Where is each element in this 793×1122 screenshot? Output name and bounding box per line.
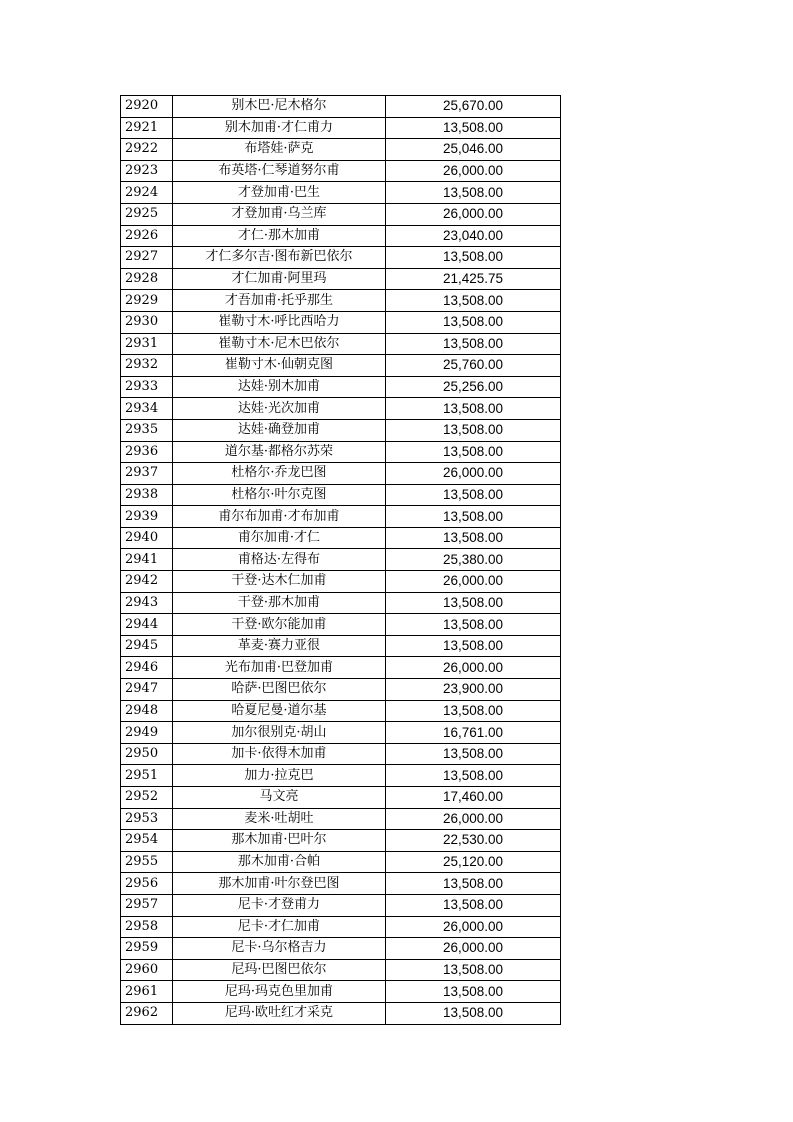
table-row — [121, 635, 561, 657]
row-id-cell: 2960 — [121, 959, 173, 981]
row-amount-cell: 13,508.00 — [386, 894, 561, 916]
table-row — [121, 981, 561, 1003]
table-row — [121, 290, 561, 312]
row-id-cell: 2935 — [121, 419, 173, 441]
row-name-cell: 干登·欧尔能加甫 — [173, 614, 386, 636]
row-id-cell: 2939 — [121, 506, 173, 528]
row-amount-cell: 26,000.00 — [386, 916, 561, 938]
table-row — [121, 139, 561, 161]
row-amount-cell: 13,508.00 — [386, 247, 561, 269]
table-row — [121, 311, 561, 333]
table-row — [121, 419, 561, 441]
row-amount-cell: 26,000.00 — [386, 808, 561, 830]
row-name-cell: 哈夏尼曼·道尔基 — [173, 700, 386, 722]
row-name-cell: 才仁多尔吉·图布新巴依尔 — [173, 247, 386, 269]
row-id-cell: 2959 — [121, 938, 173, 960]
row-amount-cell: 26,000.00 — [386, 657, 561, 679]
row-name-cell: 才仁·那木加甫 — [173, 225, 386, 247]
row-id-cell: 2931 — [121, 333, 173, 355]
row-id-cell: 2944 — [121, 614, 173, 636]
row-id-cell: 2925 — [121, 203, 173, 225]
row-name-cell: 崔勒寸木·尼木巴依尔 — [173, 333, 386, 355]
row-name-cell: 尼玛·巴图巴依尔 — [173, 959, 386, 981]
row-id-cell: 2958 — [121, 916, 173, 938]
row-name-cell: 干登·那木加甫 — [173, 592, 386, 614]
row-name-cell: 杜格尔·乔龙巴图 — [173, 463, 386, 485]
row-name-cell: 哈萨·巴图巴依尔 — [173, 679, 386, 701]
row-id-cell: 2924 — [121, 182, 173, 204]
row-amount-cell: 13,508.00 — [386, 333, 561, 355]
row-id-cell: 2942 — [121, 571, 173, 593]
row-id-cell: 2940 — [121, 527, 173, 549]
table-row — [121, 398, 561, 420]
row-name-cell: 尼玛·玛克色里加甫 — [173, 981, 386, 1003]
row-amount-cell: 13,508.00 — [386, 527, 561, 549]
table-row — [121, 808, 561, 830]
row-amount-cell: 13,508.00 — [386, 959, 561, 981]
row-id-cell: 2926 — [121, 225, 173, 247]
row-id-cell: 2941 — [121, 549, 173, 571]
row-amount-cell: 25,670.00 — [386, 96, 561, 118]
table-row — [121, 1002, 561, 1024]
row-id-cell: 2920 — [121, 96, 173, 118]
row-amount-cell: 25,256.00 — [386, 376, 561, 398]
data-table — [120, 95, 561, 1025]
row-amount-cell: 25,120.00 — [386, 851, 561, 873]
row-id-cell: 2951 — [121, 765, 173, 787]
row-amount-cell: 26,000.00 — [386, 938, 561, 960]
row-name-cell: 达娃·光次加甫 — [173, 398, 386, 420]
row-name-cell: 光布加甫·巴登加甫 — [173, 657, 386, 679]
row-id-cell: 2943 — [121, 592, 173, 614]
row-amount-cell: 26,000.00 — [386, 463, 561, 485]
row-amount-cell: 13,508.00 — [386, 981, 561, 1003]
table-row — [121, 830, 561, 852]
row-id-cell: 2961 — [121, 981, 173, 1003]
row-amount-cell: 25,046.00 — [386, 139, 561, 161]
table-row — [121, 268, 561, 290]
row-amount-cell: 13,508.00 — [386, 398, 561, 420]
row-amount-cell: 13,508.00 — [386, 419, 561, 441]
row-name-cell: 尼玛·欧吐红才采克 — [173, 1002, 386, 1024]
row-id-cell: 2945 — [121, 635, 173, 657]
row-id-cell: 2934 — [121, 398, 173, 420]
row-name-cell: 尼卡·才仁加甫 — [173, 916, 386, 938]
row-amount-cell: 13,508.00 — [386, 635, 561, 657]
row-amount-cell: 23,900.00 — [386, 679, 561, 701]
table-row — [121, 355, 561, 377]
row-name-cell: 杜格尔·叶尔克图 — [173, 484, 386, 506]
table-row — [121, 614, 561, 636]
row-amount-cell: 25,760.00 — [386, 355, 561, 377]
row-name-cell: 加尔很别克·胡山 — [173, 722, 386, 744]
row-name-cell: 那木加甫·合帕 — [173, 851, 386, 873]
row-amount-cell: 13,508.00 — [386, 592, 561, 614]
row-name-cell: 甫尔加甫·才仁 — [173, 527, 386, 549]
table-row — [121, 549, 561, 571]
row-name-cell: 崔勒寸木·呼比西哈力 — [173, 311, 386, 333]
row-amount-cell: 26,000.00 — [386, 203, 561, 225]
table-row — [121, 743, 561, 765]
row-amount-cell: 17,460.00 — [386, 787, 561, 809]
table-row — [121, 851, 561, 873]
row-amount-cell: 26,000.00 — [386, 160, 561, 182]
table-row — [121, 657, 561, 679]
table-row — [121, 484, 561, 506]
table-row — [121, 333, 561, 355]
row-name-cell: 尼卡·才登甫力 — [173, 894, 386, 916]
row-id-cell: 2954 — [121, 830, 173, 852]
row-amount-cell: 13,508.00 — [386, 484, 561, 506]
row-id-cell: 2928 — [121, 268, 173, 290]
row-amount-cell: 21,425.75 — [386, 268, 561, 290]
row-name-cell: 别木巴·尼木格尔 — [173, 96, 386, 118]
table-row — [121, 247, 561, 269]
row-id-cell: 2923 — [121, 160, 173, 182]
row-name-cell: 达娃·别木加甫 — [173, 376, 386, 398]
row-name-cell: 甫尔布加甫·才布加甫 — [173, 506, 386, 528]
row-amount-cell: 26,000.00 — [386, 571, 561, 593]
row-name-cell: 麦米·吐胡吐 — [173, 808, 386, 830]
row-name-cell: 布塔娃·萨克 — [173, 139, 386, 161]
table-row — [121, 679, 561, 701]
row-id-cell: 2952 — [121, 787, 173, 809]
row-amount-cell: 13,508.00 — [386, 700, 561, 722]
row-id-cell: 2929 — [121, 290, 173, 312]
table-row — [121, 182, 561, 204]
table-row — [121, 916, 561, 938]
table-row — [121, 894, 561, 916]
row-name-cell: 尼卡·乌尔格吉力 — [173, 938, 386, 960]
table-row — [121, 506, 561, 528]
row-amount-cell: 16,761.00 — [386, 722, 561, 744]
row-name-cell: 才仁加甫·阿里玛 — [173, 268, 386, 290]
table-row — [121, 959, 561, 981]
row-id-cell: 2933 — [121, 376, 173, 398]
row-id-cell: 2921 — [121, 117, 173, 139]
table-row — [121, 787, 561, 809]
row-id-cell: 2957 — [121, 894, 173, 916]
row-amount-cell: 13,508.00 — [386, 290, 561, 312]
table-row — [121, 203, 561, 225]
row-amount-cell: 13,508.00 — [386, 311, 561, 333]
row-amount-cell: 13,508.00 — [386, 743, 561, 765]
row-amount-cell: 13,508.00 — [386, 117, 561, 139]
row-id-cell: 2953 — [121, 808, 173, 830]
table-row — [121, 160, 561, 182]
row-id-cell: 2936 — [121, 441, 173, 463]
row-name-cell: 马文亮 — [173, 787, 386, 809]
row-id-cell: 2956 — [121, 873, 173, 895]
row-id-cell: 2947 — [121, 679, 173, 701]
row-name-cell: 那木加甫·叶尔登巴图 — [173, 873, 386, 895]
row-id-cell: 2937 — [121, 463, 173, 485]
table-row — [121, 117, 561, 139]
row-id-cell: 2930 — [121, 311, 173, 333]
table-row — [121, 463, 561, 485]
table-row — [121, 96, 561, 118]
row-name-cell: 才登加甫·巴生 — [173, 182, 386, 204]
row-id-cell: 2922 — [121, 139, 173, 161]
table-row — [121, 225, 561, 247]
table-body — [121, 96, 561, 1025]
row-name-cell: 那木加甫·巴叶尔 — [173, 830, 386, 852]
row-amount-cell: 13,508.00 — [386, 614, 561, 636]
row-id-cell: 2948 — [121, 700, 173, 722]
row-name-cell: 革麦·赛力亚很 — [173, 635, 386, 657]
row-id-cell: 2938 — [121, 484, 173, 506]
table-row — [121, 376, 561, 398]
row-name-cell: 布英塔·仁琴道努尔甫 — [173, 160, 386, 182]
table-row — [121, 873, 561, 895]
row-name-cell: 崔勒寸木·仙朝克图 — [173, 355, 386, 377]
row-amount-cell: 23,040.00 — [386, 225, 561, 247]
row-id-cell: 2946 — [121, 657, 173, 679]
row-id-cell: 2927 — [121, 247, 173, 269]
row-name-cell: 才吾加甫·托乎那生 — [173, 290, 386, 312]
table-row — [121, 765, 561, 787]
row-amount-cell: 13,508.00 — [386, 182, 561, 204]
row-id-cell: 2955 — [121, 851, 173, 873]
row-name-cell: 加卡·依得木加甫 — [173, 743, 386, 765]
row-amount-cell: 22,530.00 — [386, 830, 561, 852]
row-name-cell: 达娃·确登加甫 — [173, 419, 386, 441]
table-row — [121, 700, 561, 722]
table-row — [121, 571, 561, 593]
table-row — [121, 938, 561, 960]
table-row — [121, 722, 561, 744]
row-amount-cell: 13,508.00 — [386, 441, 561, 463]
row-name-cell: 道尔基·都格尔苏荣 — [173, 441, 386, 463]
row-amount-cell: 25,380.00 — [386, 549, 561, 571]
table-row — [121, 441, 561, 463]
row-name-cell: 甫格达·左得布 — [173, 549, 386, 571]
row-name-cell: 加力·拉克巴 — [173, 765, 386, 787]
row-amount-cell: 13,508.00 — [386, 765, 561, 787]
row-amount-cell: 13,508.00 — [386, 506, 561, 528]
table-row — [121, 592, 561, 614]
row-name-cell: 别木加甫·才仁甫力 — [173, 117, 386, 139]
row-id-cell: 2949 — [121, 722, 173, 744]
row-name-cell: 才登加甫·乌兰库 — [173, 203, 386, 225]
row-name-cell: 干登·达木仁加甫 — [173, 571, 386, 593]
row-amount-cell: 13,508.00 — [386, 1002, 561, 1024]
row-id-cell: 2950 — [121, 743, 173, 765]
row-id-cell: 2962 — [121, 1002, 173, 1024]
row-amount-cell: 13,508.00 — [386, 873, 561, 895]
table-row — [121, 527, 561, 549]
row-id-cell: 2932 — [121, 355, 173, 377]
